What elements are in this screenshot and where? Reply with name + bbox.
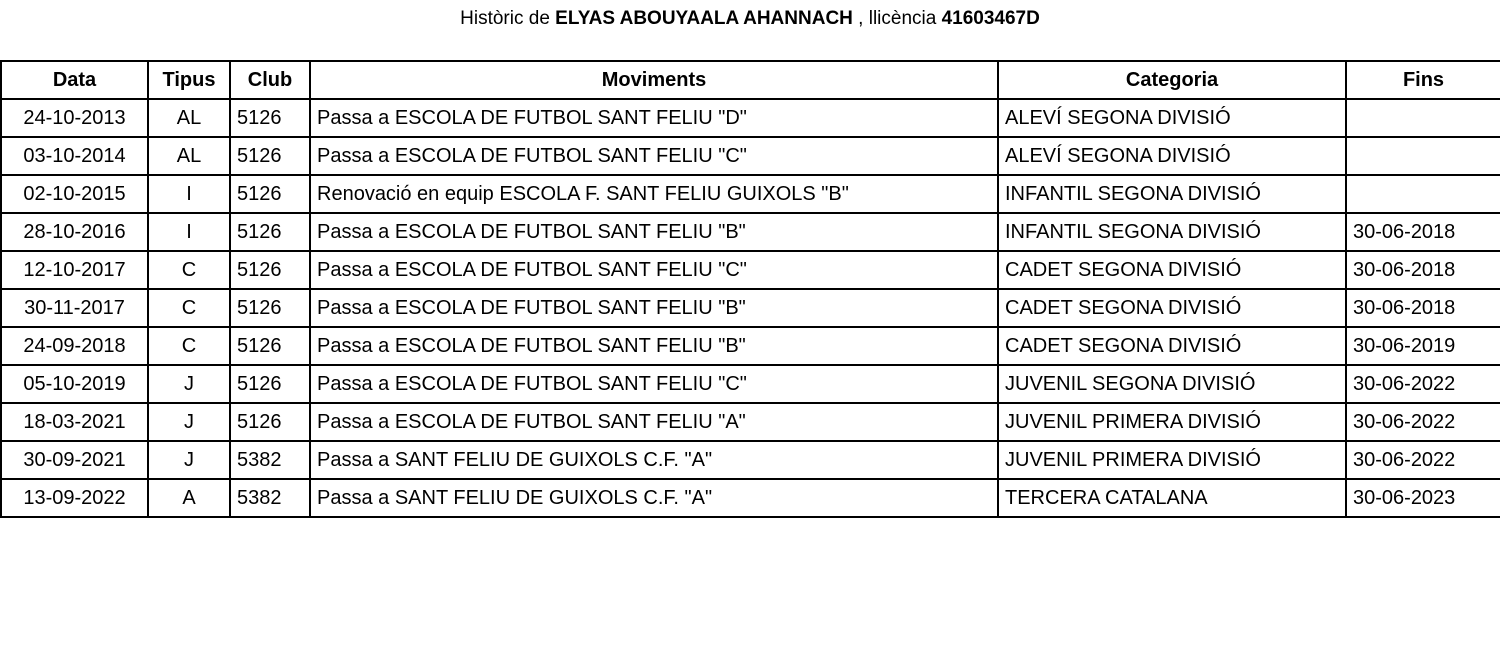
cell-club: 5126 bbox=[230, 289, 310, 327]
cell-club: 5126 bbox=[230, 403, 310, 441]
cell-moviment: Passa a ESCOLA DE FUTBOL SANT FELIU "C" bbox=[310, 365, 998, 403]
column-header-club: Club bbox=[230, 61, 310, 99]
cell-tipus: J bbox=[148, 365, 230, 403]
cell-categoria: TERCERA CATALANA bbox=[998, 479, 1346, 517]
table-row bbox=[1, 289, 1500, 327]
cell-fins: 30-06-2018 bbox=[1346, 213, 1500, 251]
cell-categoria: CADET SEGONA DIVISIÓ bbox=[998, 289, 1346, 327]
cell-club: 5126 bbox=[230, 213, 310, 251]
cell-date: 24-09-2018 bbox=[1, 327, 148, 365]
cell-categoria: INFANTIL SEGONA DIVISIÓ bbox=[998, 213, 1346, 251]
cell-tipus: I bbox=[148, 175, 230, 213]
table-row bbox=[1, 365, 1500, 403]
table-row bbox=[1, 403, 1500, 441]
cell-moviment: Passa a SANT FELIU DE GUIXOLS C.F. "A" bbox=[310, 441, 998, 479]
cell-club: 5126 bbox=[230, 175, 310, 213]
history-table bbox=[0, 60, 1500, 518]
cell-date: 12-10-2017 bbox=[1, 251, 148, 289]
cell-tipus: J bbox=[148, 403, 230, 441]
cell-moviment: Passa a ESCOLA DE FUTBOL SANT FELIU "B" bbox=[310, 213, 998, 251]
cell-moviment: Passa a ESCOLA DE FUTBOL SANT FELIU "B" bbox=[310, 327, 998, 365]
cell-club: 5126 bbox=[230, 327, 310, 365]
table-row bbox=[1, 479, 1500, 517]
column-header-data: Data bbox=[1, 61, 148, 99]
column-header-categoria: Categoria bbox=[998, 61, 1346, 99]
cell-moviment: Passa a ESCOLA DE FUTBOL SANT FELIU "C" bbox=[310, 251, 998, 289]
cell-date: 30-09-2021 bbox=[1, 441, 148, 479]
table-row bbox=[1, 175, 1500, 213]
cell-fins: 30-06-2022 bbox=[1346, 403, 1500, 441]
cell-date: 03-10-2014 bbox=[1, 137, 148, 175]
player-name: ELYAS ABOUYAALA AHANNACH bbox=[555, 8, 853, 29]
table-header-row bbox=[1, 61, 1500, 99]
cell-fins: 30-06-2019 bbox=[1346, 327, 1500, 365]
cell-club: 5126 bbox=[230, 365, 310, 403]
cell-fins bbox=[1346, 99, 1500, 137]
cell-fins: 30-06-2022 bbox=[1346, 441, 1500, 479]
cell-date: 02-10-2015 bbox=[1, 175, 148, 213]
table-row bbox=[1, 327, 1500, 365]
cell-date: 05-10-2019 bbox=[1, 365, 148, 403]
table-row bbox=[1, 137, 1500, 175]
cell-categoria: JUVENIL PRIMERA DIVISIÓ bbox=[998, 403, 1346, 441]
cell-categoria: ALEVÍ SEGONA DIVISIÓ bbox=[998, 99, 1346, 137]
cell-date: 30-11-2017 bbox=[1, 289, 148, 327]
cell-tipus: C bbox=[148, 251, 230, 289]
table-row bbox=[1, 441, 1500, 479]
cell-club: 5126 bbox=[230, 251, 310, 289]
cell-fins: 30-06-2018 bbox=[1346, 289, 1500, 327]
cell-categoria: JUVENIL SEGONA DIVISIÓ bbox=[998, 365, 1346, 403]
cell-categoria: INFANTIL SEGONA DIVISIÓ bbox=[998, 175, 1346, 213]
cell-date: 18-03-2021 bbox=[1, 403, 148, 441]
cell-fins: 30-06-2023 bbox=[1346, 479, 1500, 517]
column-header-tipus: Tipus bbox=[148, 61, 230, 99]
title-middle: , llicència bbox=[852, 8, 942, 29]
table-row bbox=[1, 99, 1500, 137]
cell-fins bbox=[1346, 137, 1500, 175]
cell-tipus: C bbox=[148, 289, 230, 327]
column-header-fins: Fins bbox=[1346, 61, 1500, 99]
cell-fins: 30-06-2018 bbox=[1346, 251, 1500, 289]
cell-categoria: CADET SEGONA DIVISIÓ bbox=[998, 327, 1346, 365]
cell-tipus: J bbox=[148, 441, 230, 479]
cell-date: 13-09-2022 bbox=[1, 479, 148, 517]
cell-tipus: AL bbox=[148, 137, 230, 175]
cell-club: 5126 bbox=[230, 99, 310, 137]
cell-categoria: JUVENIL PRIMERA DIVISIÓ bbox=[998, 441, 1346, 479]
cell-club: 5382 bbox=[230, 479, 310, 517]
cell-tipus: AL bbox=[148, 99, 230, 137]
cell-club: 5126 bbox=[230, 137, 310, 175]
cell-moviment: Passa a SANT FELIU DE GUIXOLS C.F. "A" bbox=[310, 479, 998, 517]
cell-categoria: ALEVÍ SEGONA DIVISIÓ bbox=[998, 137, 1346, 175]
cell-date: 24-10-2013 bbox=[1, 99, 148, 137]
cell-moviment: Passa a ESCOLA DE FUTBOL SANT FELIU "D" bbox=[310, 99, 998, 137]
cell-moviment: Passa a ESCOLA DE FUTBOL SANT FELIU "C" bbox=[310, 137, 998, 175]
cell-moviment: Passa a ESCOLA DE FUTBOL SANT FELIU "B" bbox=[310, 289, 998, 327]
table-row bbox=[1, 251, 1500, 289]
title-prefix: Històric de bbox=[460, 8, 556, 29]
cell-categoria: CADET SEGONA DIVISIÓ bbox=[998, 251, 1346, 289]
cell-moviment: Passa a ESCOLA DE FUTBOL SANT FELIU "A" bbox=[310, 403, 998, 441]
cell-moviment: Renovació en equip ESCOLA F. SANT FELIU GUIXOLS "B" bbox=[310, 175, 998, 213]
cell-date: 28-10-2016 bbox=[1, 213, 148, 251]
cell-club: 5382 bbox=[230, 441, 310, 479]
page-title bbox=[0, 6, 1500, 32]
cell-tipus: A bbox=[148, 479, 230, 517]
cell-tipus: C bbox=[148, 327, 230, 365]
license-number: 41603467D bbox=[941, 8, 1040, 29]
cell-tipus: I bbox=[148, 213, 230, 251]
history-table-body bbox=[1, 99, 1500, 517]
cell-fins: 30-06-2022 bbox=[1346, 365, 1500, 403]
table-row bbox=[1, 213, 1500, 251]
column-header-moviments: Moviments bbox=[310, 61, 998, 99]
cell-fins bbox=[1346, 175, 1500, 213]
